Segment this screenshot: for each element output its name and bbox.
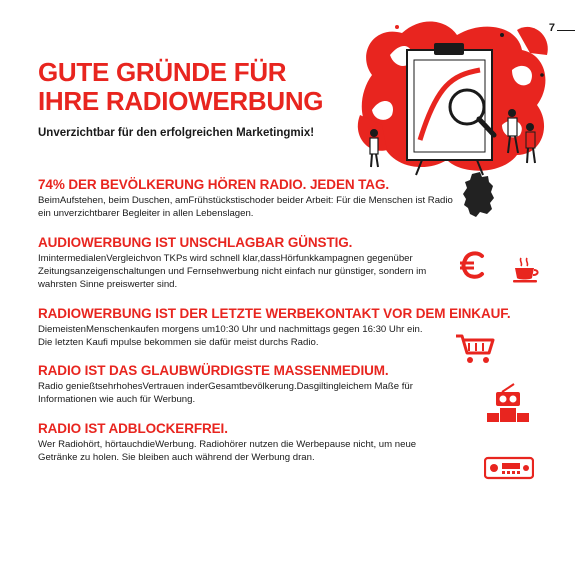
page-subtitle: Unverzichtbar für den erfolgreichen Marketingmix!: [38, 127, 315, 139]
section-credibility: [38, 363, 538, 406]
section-adblocker: [38, 421, 538, 464]
section-body: BeimAufstehen, beim Duschen, amFrühstückstischoder beider Arbeit: Für die Menschen ist Radio ein unverzichtbarer Begleiter in allen Lebenslagen.: [38, 195, 453, 219]
section-heading: AUDIOWERBUNG IST UNSCHLAGBAR GÜNSTIG.: [38, 235, 353, 250]
page-title: [38, 58, 323, 116]
section-body: Wer Radiohört, hörtauchdieWerbung. Radiohörer nutzen die Werbepause nicht, um neue Getränke zu holen. Sie bleiben auch während der Werbung dran.: [38, 439, 417, 463]
section-body: Radio genießtsehrhohesVertrauen inderGesamtbevölkerung.Dasgiltingleichem Maße für Informationen wie auch für Werbung.: [38, 381, 413, 405]
euro-icon: [458, 250, 488, 280]
germany-map-icon: [462, 172, 496, 218]
section-body: DiemeistenMenschenkaufen morgens um10:30 Uhr und nachmittags gegen 16:30 Uhr ein. Die letzten Kaufi mpulse bekommen sie dafür meist durchs Radio.: [38, 324, 423, 348]
page-number: 7: [548, 22, 555, 34]
page-title-line-2: IHRE RADIOWERBUNG: [38, 86, 324, 116]
page-title-line-1: GUTE GRÜNDE FÜR: [38, 57, 287, 87]
coffee-cup-icon: [512, 256, 542, 284]
section-heading: RADIO IST DAS GLAUBWÜRDIGSTE MASSENMEDIUM.: [38, 363, 389, 378]
section-heading: 74% DER BEVÖLKERUNG HÖREN RADIO. JEDEN TAG.: [38, 177, 389, 192]
car-radio-icon: [484, 455, 534, 481]
section-heading: RADIOWERBUNG IST DER LETZTE WERBEKONTAKT VOR DEM EINKAUF.: [38, 306, 511, 321]
section-body: ImintermedialenVergleichvon TKPs wird schnell klar,dassHörfunkkampagnen gegenüber Zeitungsanzeigenschaltungen und Fernsehwerbung nicht einfach nur günstiger, sondern im wahrsten Sinne preiswerter sind.: [38, 253, 427, 290]
podium-radio-icon: [486, 382, 530, 424]
radio-advertising-illustration: [352, 15, 557, 180]
shopping-cart-icon: [455, 333, 497, 365]
page-number-rule: [557, 30, 575, 31]
section-heading: RADIO IST ADBLOCKERFREI.: [38, 421, 228, 436]
